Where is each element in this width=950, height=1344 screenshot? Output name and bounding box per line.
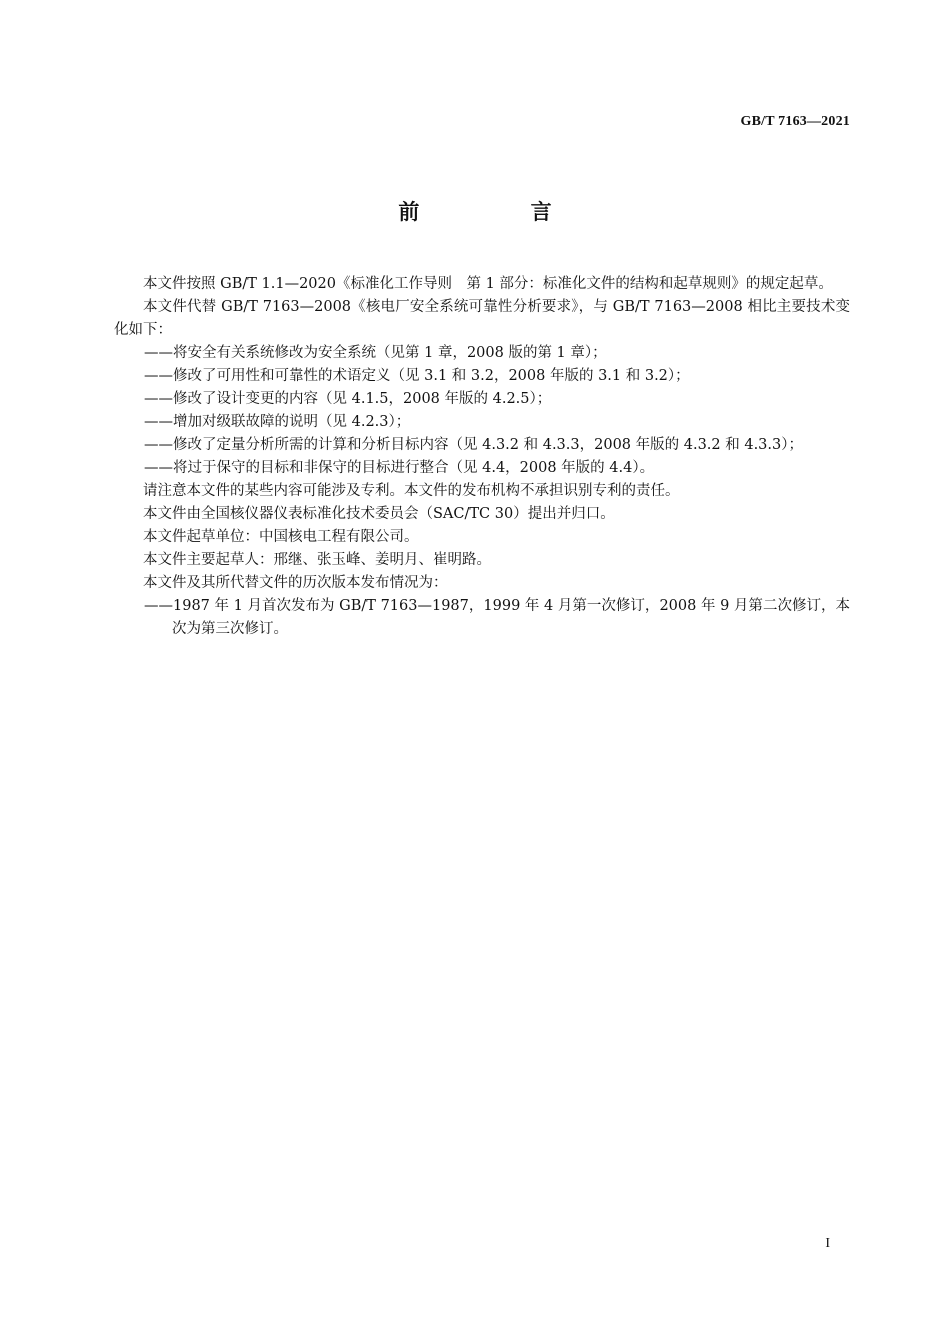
drafters-paragraph: 本文件主要起草人：邢继、张玉峰、姜明月、崔明路。 (143, 552, 491, 568)
page-number: I (825, 1236, 830, 1251)
foreword-body (114, 273, 850, 641)
history-item: ——1987 年 1 月首次发布为 GB/T 7163—1987，1999 年 4 月第一次修订，2008 年 9 月第二次修订，本次为第三次修订。 (144, 598, 850, 637)
drafting-unit-paragraph: 本文件起草单位：中国核电工程有限公司。 (143, 529, 419, 545)
history-intro-paragraph: 本文件及其所代替文件的历次版本发布情况为： (143, 575, 448, 591)
change-item: ——增加对级联故障的说明（见 4.2.3）； (144, 414, 411, 430)
page-title: 前 言 (398, 200, 604, 224)
change-item: ——将安全有关系统修改为安全系统（见第 1 章，2008 版的第 1 章）； (144, 345, 607, 361)
proposer-paragraph: 本文件由全国核仪器仪表标准化技术委员会（SAC/TC 30）提出并归口。 (143, 506, 615, 522)
change-item: ——将过于保守的目标和非保守的目标进行整合（见 4.4，2008 年版的 4.4）。 (144, 460, 655, 476)
replacement-paragraph: 本文件代替 GB/T 7163—2008《核电厂安全系统可靠性分析要求》，与 GB/T 7163—2008 相比主要技术变化如下： (114, 299, 850, 338)
change-item: ——修改了设计变更的内容（见 4.1.5，2008 年版的 4.2.5）； (144, 391, 552, 407)
standard-code: GB/T 7163—2021 (740, 114, 850, 129)
drafting-rules-paragraph: 本文件按照 GB/T 1.1—2020《标准化工作导则 第 1 部分：标准化文件的结构和起草规则》的规定起草。 (143, 276, 833, 292)
change-item: ——修改了定量分析所需的计算和分析目标内容（见 4.3.2 和 4.3.3，2008 年版的 4.3.2 和 4.3.3）； (144, 437, 803, 453)
patent-notice: 请注意本文件的某些内容可能涉及专利。本文件的发布机构不承担识别专利的责任。 (143, 483, 680, 499)
change-item: ——修改了可用性和可靠性的术语定义（见 3.1 和 3.2，2008 年版的 3.1 和 3.2）； (144, 368, 690, 384)
